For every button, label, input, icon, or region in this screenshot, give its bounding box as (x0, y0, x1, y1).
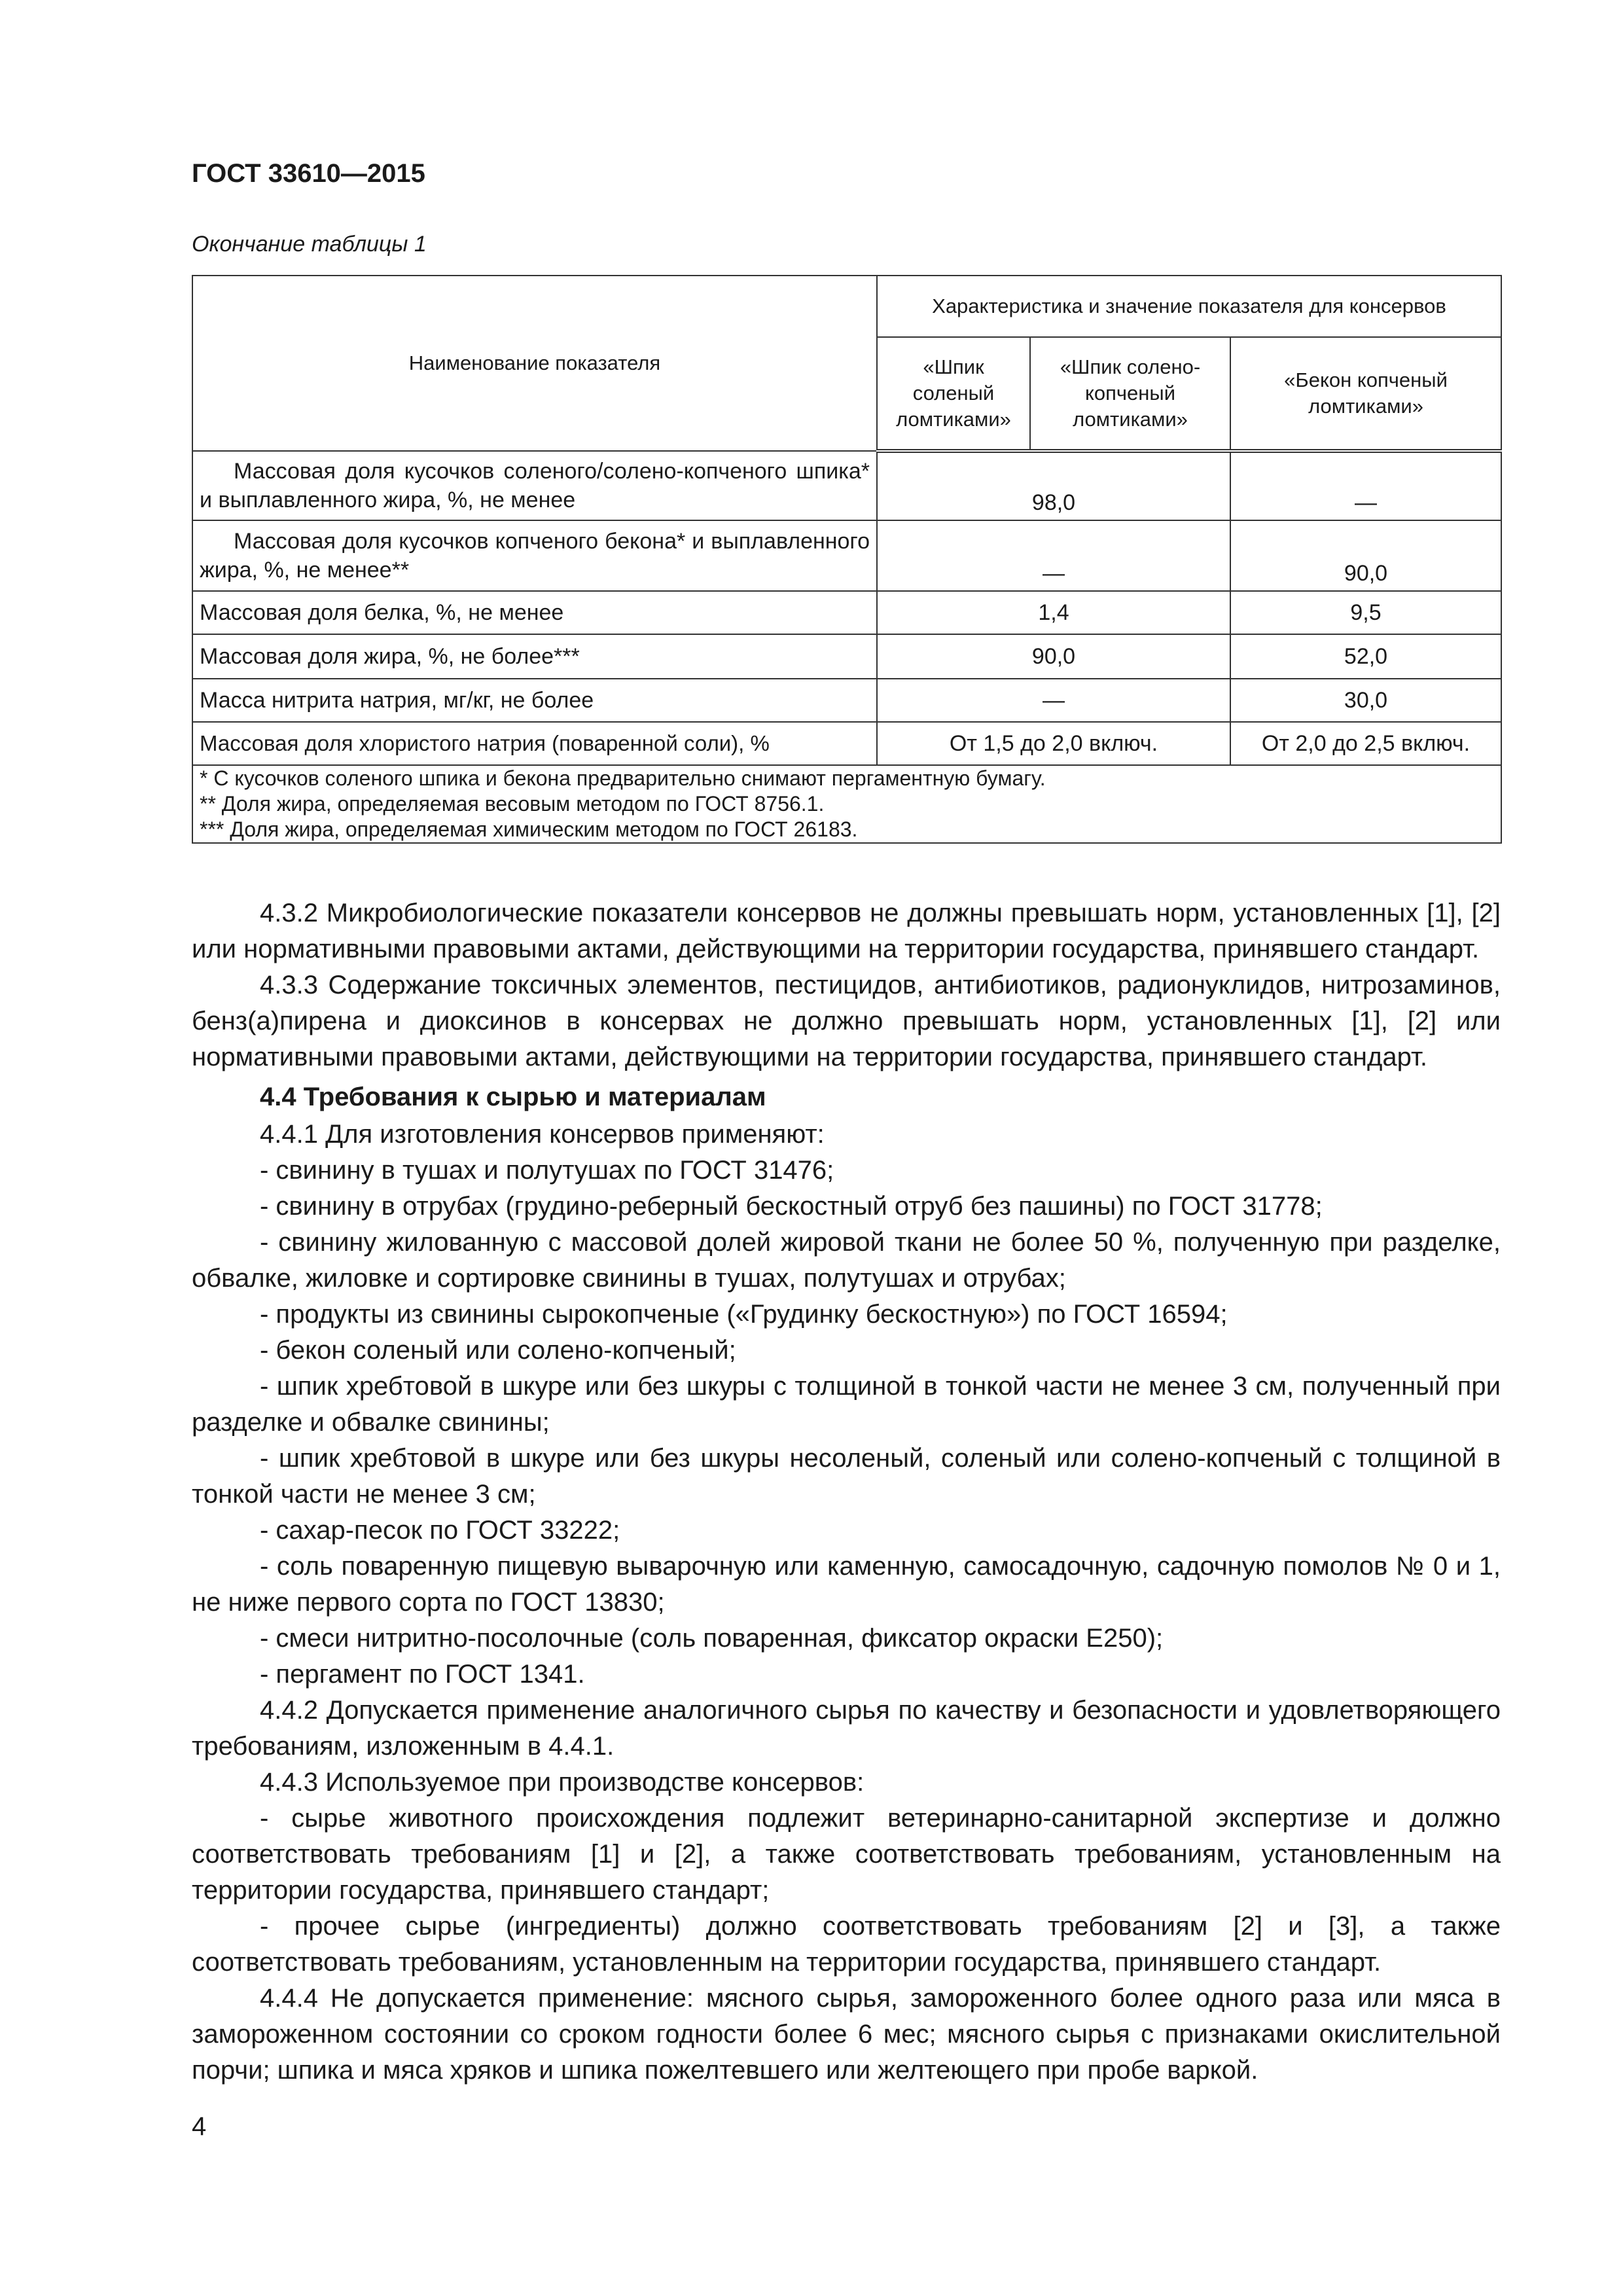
list-item: - шпик хребтовой в шкуре или без шкуры несоленый, соленый или солено-копченый с толщиной в тонкой части не менее 3 см; (192, 1444, 1501, 1509)
footnote: * С кусочков соленого шпика и бекона предварительно снимают пергаментную бумагу. (200, 766, 1046, 790)
row-value-shpik: 1,4 (877, 591, 1230, 634)
footnote: *** Доля жира, определяемая химическим методом по ГОСТ 26183. (200, 817, 858, 842)
header-indicator-name: Наименование показателя (192, 276, 877, 451)
header-group: Характеристика и значение показателя для консервов (877, 276, 1501, 337)
row-value-bekon: — (1230, 451, 1501, 520)
table-row (192, 451, 1501, 520)
header-col-shpik-solenyi: «Шпик соленый ломтиками» (877, 337, 1030, 451)
list-item: - свинину в тушах и полутушах по ГОСТ 31476; (260, 1156, 834, 1185)
list-item: - шпик хребтовой в шкуре или без шкуры с толщиной в тонкой части не менее 3 см, полученный при разделке и обвалке свинины; (192, 1372, 1501, 1437)
list-item: - прочее сырье (ингредиенты) должно соответствовать требованиям [2] и [3], а также соответствовать требованиям, установленным на территории государства, принявшего стандарт. (192, 1912, 1501, 1977)
indicators-table (192, 275, 1502, 844)
paragraph-4-4-3: 4.4.3 Используемое при производстве консервов: (260, 1768, 865, 1797)
footnote: ** Доля жира, определяемая весовым методом по ГОСТ 8756.1. (200, 792, 825, 816)
row-name: Массовая доля хлористого натрия (поваренной соли), % (192, 722, 877, 765)
section-heading-4-4: 4.4 Требования к сырью и материалам (260, 1083, 766, 1111)
list-item: - сырье животного происхождения подлежит ветеринарно-санитарной экспертизе и должно соответствовать требованиям [1] и [2], а также соответствовать требованиям, установленным на территории государства, принявшего стандарт; (192, 1804, 1501, 1905)
row-value-shpik: — (877, 520, 1230, 591)
table-footnotes-row (192, 765, 1501, 843)
body-text (192, 895, 1501, 2089)
table-footnotes (192, 765, 1501, 843)
list-item: - свинину жилованную с массовой долей жировой ткани не более 50 %, полученную при разделке, обвалке, жиловке и сортировке свинины в тушах, полутушах и отрубах; (192, 1228, 1501, 1293)
row-value-shpik: От 1,5 до 2,0 включ. (877, 722, 1230, 765)
table-row (192, 679, 1501, 722)
list-item: - сахар-песок по ГОСТ 33222; (260, 1516, 620, 1545)
list-item: - пергамент по ГОСТ 1341. (260, 1660, 585, 1689)
header-col-bekon: «Бекон копченый ломтиками» (1230, 337, 1501, 451)
table-header-row (192, 276, 1501, 337)
row-value-bekon: 52,0 (1230, 634, 1501, 679)
table-row (192, 520, 1501, 591)
document-code: ГОСТ 33610—2015 (192, 159, 425, 188)
row-value-shpik: 90,0 (877, 634, 1230, 679)
page-number: 4 (192, 2112, 207, 2141)
paragraph-4-3-3: 4.3.3 Содержание токсичных элементов, пестицидов, антибиотиков, радионуклидов, нитрозаминов, бенз(а)пирена и диоксинов в консервах не должно превышать норм, установленных [1], [2] или нормативными правовыми актами, действующими на территории государства, принявшего стандарт. (192, 971, 1501, 1071)
table-row (192, 634, 1501, 679)
row-name: Массовая доля кусочков копченого бекона* и выплавленного жира, %, не менее** (192, 520, 877, 591)
table-row (192, 591, 1501, 634)
row-value-shpik: 98,0 (877, 451, 1230, 520)
list-item: - соль поваренную пищевую выварочную или каменную, самосадочную, садочную помолов № 0 и 1, не ниже первого сорта по ГОСТ 13830; (192, 1552, 1501, 1617)
paragraph-4-4-1: 4.4.1 Для изготовления консервов применяют: (260, 1120, 825, 1149)
paragraph-4-4-4: 4.4.4 Не допускается применение: мясного сырья, замороженного более одного раза или мяса в замороженном состоянии со сроком годности более 6 мес; мясного сырья с признаками окислительной порчи; шпика и мяса хряков и шпика пожелтевшего или желтеющего при пробе варкой. (192, 1984, 1501, 2085)
row-value-bekon: От 2,0 до 2,5 включ. (1230, 722, 1501, 765)
table-caption: Окончание таблицы 1 (192, 232, 427, 257)
row-value-shpik: — (877, 679, 1230, 722)
paragraph-4-4-2: 4.4.2 Допускается применение аналогичного сырья по качеству и безопасности и удовлетворяющего требованиям, изложенным в 4.4.1. (192, 1696, 1501, 1761)
list-item: - продукты из свинины сырокопченые («Грудинку бескостную») по ГОСТ 16594; (260, 1300, 1228, 1329)
header-col-shpik-soleno-kopchenyi: «Шпик солено-копченый ломтиками» (1030, 337, 1230, 451)
row-name: Массовая доля белка, %, не менее (192, 591, 877, 634)
row-name: Массовая доля жира, %, не более*** (192, 634, 877, 679)
list-item: - бекон соленый или солено-копченый; (260, 1336, 736, 1365)
row-name: Массовая доля кусочков соленого/солено-копченого шпика* и выплавленного жира, %, не менее (192, 451, 877, 520)
paragraph-4-3-2: 4.3.2 Микробиологические показатели консервов не должны превышать норм, установленных [1], [2] или нормативными правовыми актами, действующими на территории государства, принявшего стандарт. (192, 899, 1501, 963)
list-item: - смеси нитритно-посолочные (соль поваренная, фиксатор окраски Е250); (260, 1624, 1164, 1653)
row-value-bekon: 9,5 (1230, 591, 1501, 634)
list-item: - свинину в отрубах (грудино-реберный бескостный отруб без пашины) по ГОСТ 31778; (260, 1192, 1323, 1221)
table-row (192, 722, 1501, 765)
row-value-bekon: 30,0 (1230, 679, 1501, 722)
row-value-bekon: 90,0 (1230, 520, 1501, 591)
row-name: Масса нитрита натрия, мг/кг, не более (192, 679, 877, 722)
